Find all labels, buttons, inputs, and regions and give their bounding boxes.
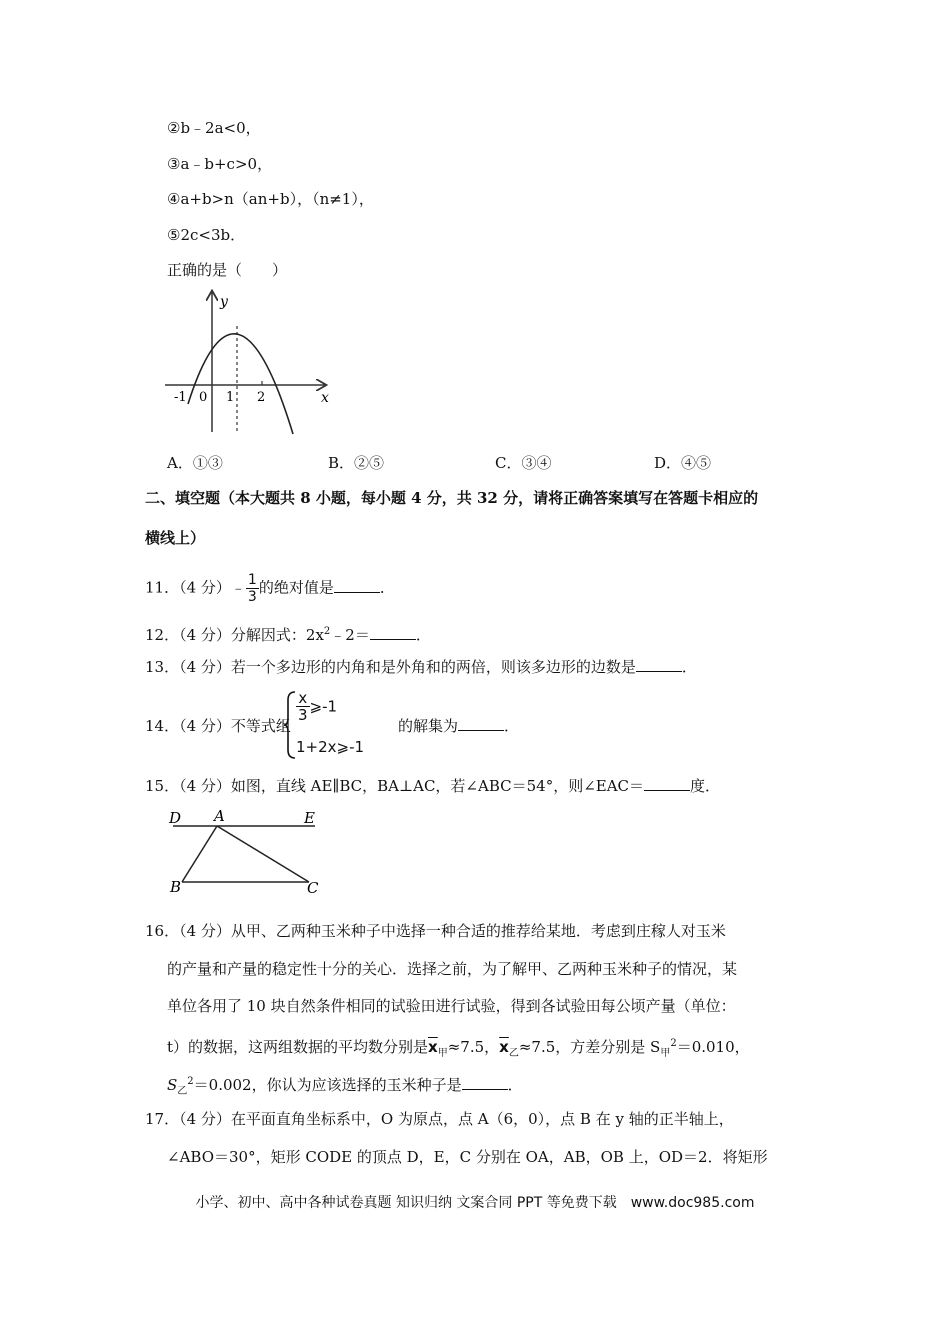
q10-prompt: 正确的是（ ） [167,261,288,279]
answer-blank-13[interactable] [636,657,682,672]
q10-item-2: ②b﹣2a<0， [167,119,261,137]
option-c: C．③④ [495,454,552,472]
tick-label-0: 0 [199,390,208,405]
label-a: A [214,807,225,825]
parabola-graph [160,286,340,436]
question-15: 15．（4 分）如图，直线 AE∥BC，BA⊥AC，若∠ABC＝54°，则∠EAC＝ 度． [145,777,721,795]
segment-ac [217,826,309,882]
q10-item-5: ⑤2c<3b． [167,226,246,244]
answer-blank-12[interactable] [370,625,416,640]
tick-label-neg1: -1 [174,390,187,405]
question-17-line2: ∠ABO＝30°，矩形 CODE 的顶点 D，E，C 分别在 OA，AB，OB 上，OD＝2．将矩形 [167,1148,768,1166]
triangle-figure [165,806,335,898]
question-11: 11．（4 分）﹣ $\frac{1}{3}$ 的绝对值是 ． [145,572,395,605]
option-b: B．②⑤ [328,454,385,472]
question-12: 12．（4 分）分解因式：$2x^2﹣2=$ ． [145,626,431,644]
question-16-line2: 的产量和产量的稳定性十分的关心．选择之前，为了解甲、乙两种玉米种子的情况，某 [167,960,738,978]
q10-item-4: ④a+b>n（an+b），（n≠1）， [167,190,374,208]
option-d: D．④⑤ [654,454,712,472]
question-13: 13．（4 分）若一个多边形的内角和是外角和的两倍，则该多边形的边数是 ． [145,658,697,676]
label-c: C [307,879,319,897]
tick-label-1: 1 [226,390,235,405]
question-16-line4: t）的数据，这两组数据的平均数分别是$\overline{x}_甲\approx 7.5$，$\overline{x}_乙\approx 7.5$，方差分别是 $S_甲^2=0.010$， [167,1038,750,1059]
question-16-line5: $S_乙^2=0.002$，你认为应该选择的玉米种子是 ． [167,1076,523,1097]
label-e: E [304,809,315,827]
q10-item-3: ③a﹣b+c>0， [167,155,273,173]
inequality-2: 1+2x⩾-1 [296,738,365,756]
option-a: A．①③ [167,454,223,472]
parabola-curve [188,334,293,434]
question-16-line3: 单位各用了 10 块自然条件相同的试验田进行试验，得到各试验田每公顷产量（单位： [167,997,736,1015]
axis-label-y: y [220,294,228,310]
question-17-line1: 17．（4 分）在平面直角坐标系中，O 为原点，点 A（6，0），点 B 在 y 轴的正半轴上， [145,1110,734,1128]
label-b: B [170,878,182,896]
label-d: D [169,809,182,827]
answer-blank-16[interactable] [462,1075,508,1090]
fraction-one-third: $\frac{1}{3}$ [247,572,257,605]
inequality-1: $\frac{x}{3}$ ⩾-1 [298,689,338,724]
section-title-line1: 二、填空题（本大题共 8 小题，每小题 4 分，共 32 分，请将正确答案填写在答题卡相应的 [145,489,759,507]
axis-label-x: x [321,390,329,406]
answer-blank-15[interactable] [644,776,690,791]
inequality-brace [283,690,297,760]
segment-ab [182,826,217,882]
question-16-line1: 16．（4 分）从甲、乙两种玉米种子中选择一种合适的推荐给某地．考虑到庄稼人对玉米 [145,922,726,940]
tick-label-2: 2 [257,390,266,405]
question-14-tail: 的解集为 ． [398,717,520,735]
question-14-text: 14．（4 分）不等式组 [145,717,291,735]
answer-blank-14[interactable] [458,716,504,731]
section-title-line2: 横线上） [145,529,206,547]
page-footer: 小学、初中、高中各种试卷真题 知识归纳 文案合同 PPT 等免费下载 www.doc985.com [195,1195,755,1211]
answer-blank-11[interactable] [334,578,380,593]
